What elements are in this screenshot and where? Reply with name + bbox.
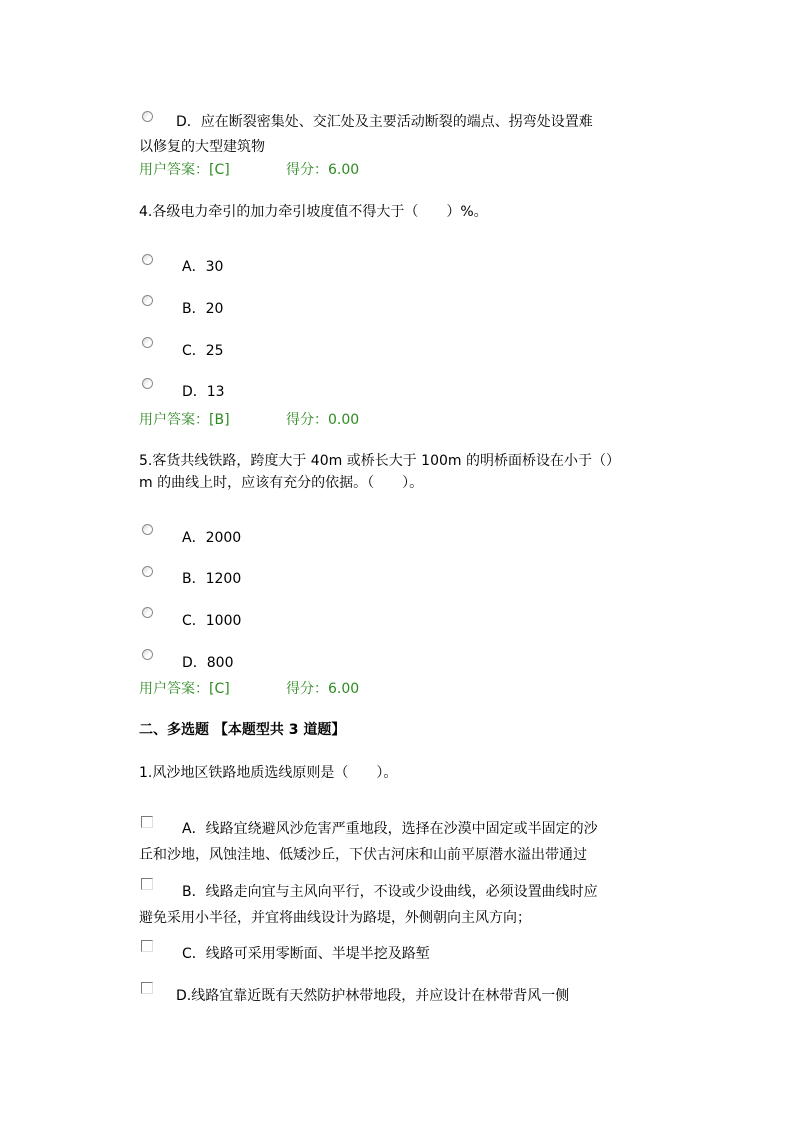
q4-score: 得分：0.00 xyxy=(286,412,360,428)
m1-option-a-checkbox[interactable] xyxy=(141,816,153,828)
q4-option-d: D．13 xyxy=(182,384,225,400)
q4-option-b-radio[interactable] xyxy=(142,295,153,306)
q5-option-c: C．1000 xyxy=(182,613,242,629)
q5-user-answer: 用户答案：[C] xyxy=(139,681,230,697)
m1-option-c: C．线路可采用零断面、半堤半挖及路堑 xyxy=(182,946,430,962)
q4-option-c-radio[interactable] xyxy=(142,337,153,348)
q5-question-line1: 5.客货共线铁路，跨度大于 40m 或桥长大于 100m 的明桥面桥设在小于（） xyxy=(139,453,620,469)
q5-option-c-radio[interactable] xyxy=(142,607,153,618)
m1-option-b-line1: B．线路走向宜与主风向平行，不设或少设曲线，必须设置曲线时应 xyxy=(182,884,598,900)
m1-option-b-checkbox[interactable] xyxy=(141,878,153,890)
q5-option-a: A．2000 xyxy=(182,530,242,546)
m1-option-a-line2: 丘和沙地，风蚀洼地、低矮沙丘，下伏古河床和山前平原潜水溢出带通过 xyxy=(139,847,587,863)
q3-option-d-text-line1: D．应在断裂密集处、交汇处及主要活动断裂的端点、拐弯处设置难 xyxy=(176,114,593,130)
q5-option-d-radio[interactable] xyxy=(142,649,153,660)
q5-option-a-radio[interactable] xyxy=(142,524,153,535)
q3-option-d-text-line2: 以修复的大型建筑物 xyxy=(139,139,265,155)
section-title: 二、多选题 【本题型共 3 道题】 xyxy=(139,722,346,738)
q5-question-line2: m 的曲线上时，应该有充分的依据。（ ）。 xyxy=(139,475,424,491)
q5-option-b-radio[interactable] xyxy=(142,566,153,577)
q5-option-d: D．800 xyxy=(182,655,234,671)
q4-question: 4.各级电力牵引的加力牵引坡度值不得大于（ ）%。 xyxy=(139,204,488,220)
m1-option-d-checkbox[interactable] xyxy=(141,982,153,994)
q3-option-d-radio[interactable] xyxy=(142,111,153,122)
q4-option-a: A．30 xyxy=(182,259,224,275)
m1-option-a-line1: A．线路宜绕避风沙危害严重地段，选择在沙漠中固定或半固定的沙 xyxy=(182,821,598,837)
q4-user-answer: 用户答案：[B] xyxy=(139,412,230,428)
m1-question: 1.风沙地区铁路地质选线原则是（ ）。 xyxy=(139,765,398,781)
m1-option-b-line2: 避免采用小半径，并宜将曲线设计为路堤，外侧朝向主风方向； xyxy=(139,910,531,926)
m1-option-c-checkbox[interactable] xyxy=(141,940,153,952)
q5-score: 得分：6.00 xyxy=(286,681,360,697)
q5-option-b: B．1200 xyxy=(182,571,242,587)
q3-user-answer: 用户答案：[C] xyxy=(139,162,230,178)
q4-option-c: C．25 xyxy=(182,343,224,359)
m1-option-d: D.线路宜靠近既有天然防护林带地段，并应设计在林带背风一侧 xyxy=(176,988,570,1004)
q4-option-b: B．20 xyxy=(182,301,224,317)
q4-option-d-radio[interactable] xyxy=(142,378,153,389)
q3-score: 得分：6.00 xyxy=(286,162,360,178)
q4-option-a-radio[interactable] xyxy=(142,254,153,265)
